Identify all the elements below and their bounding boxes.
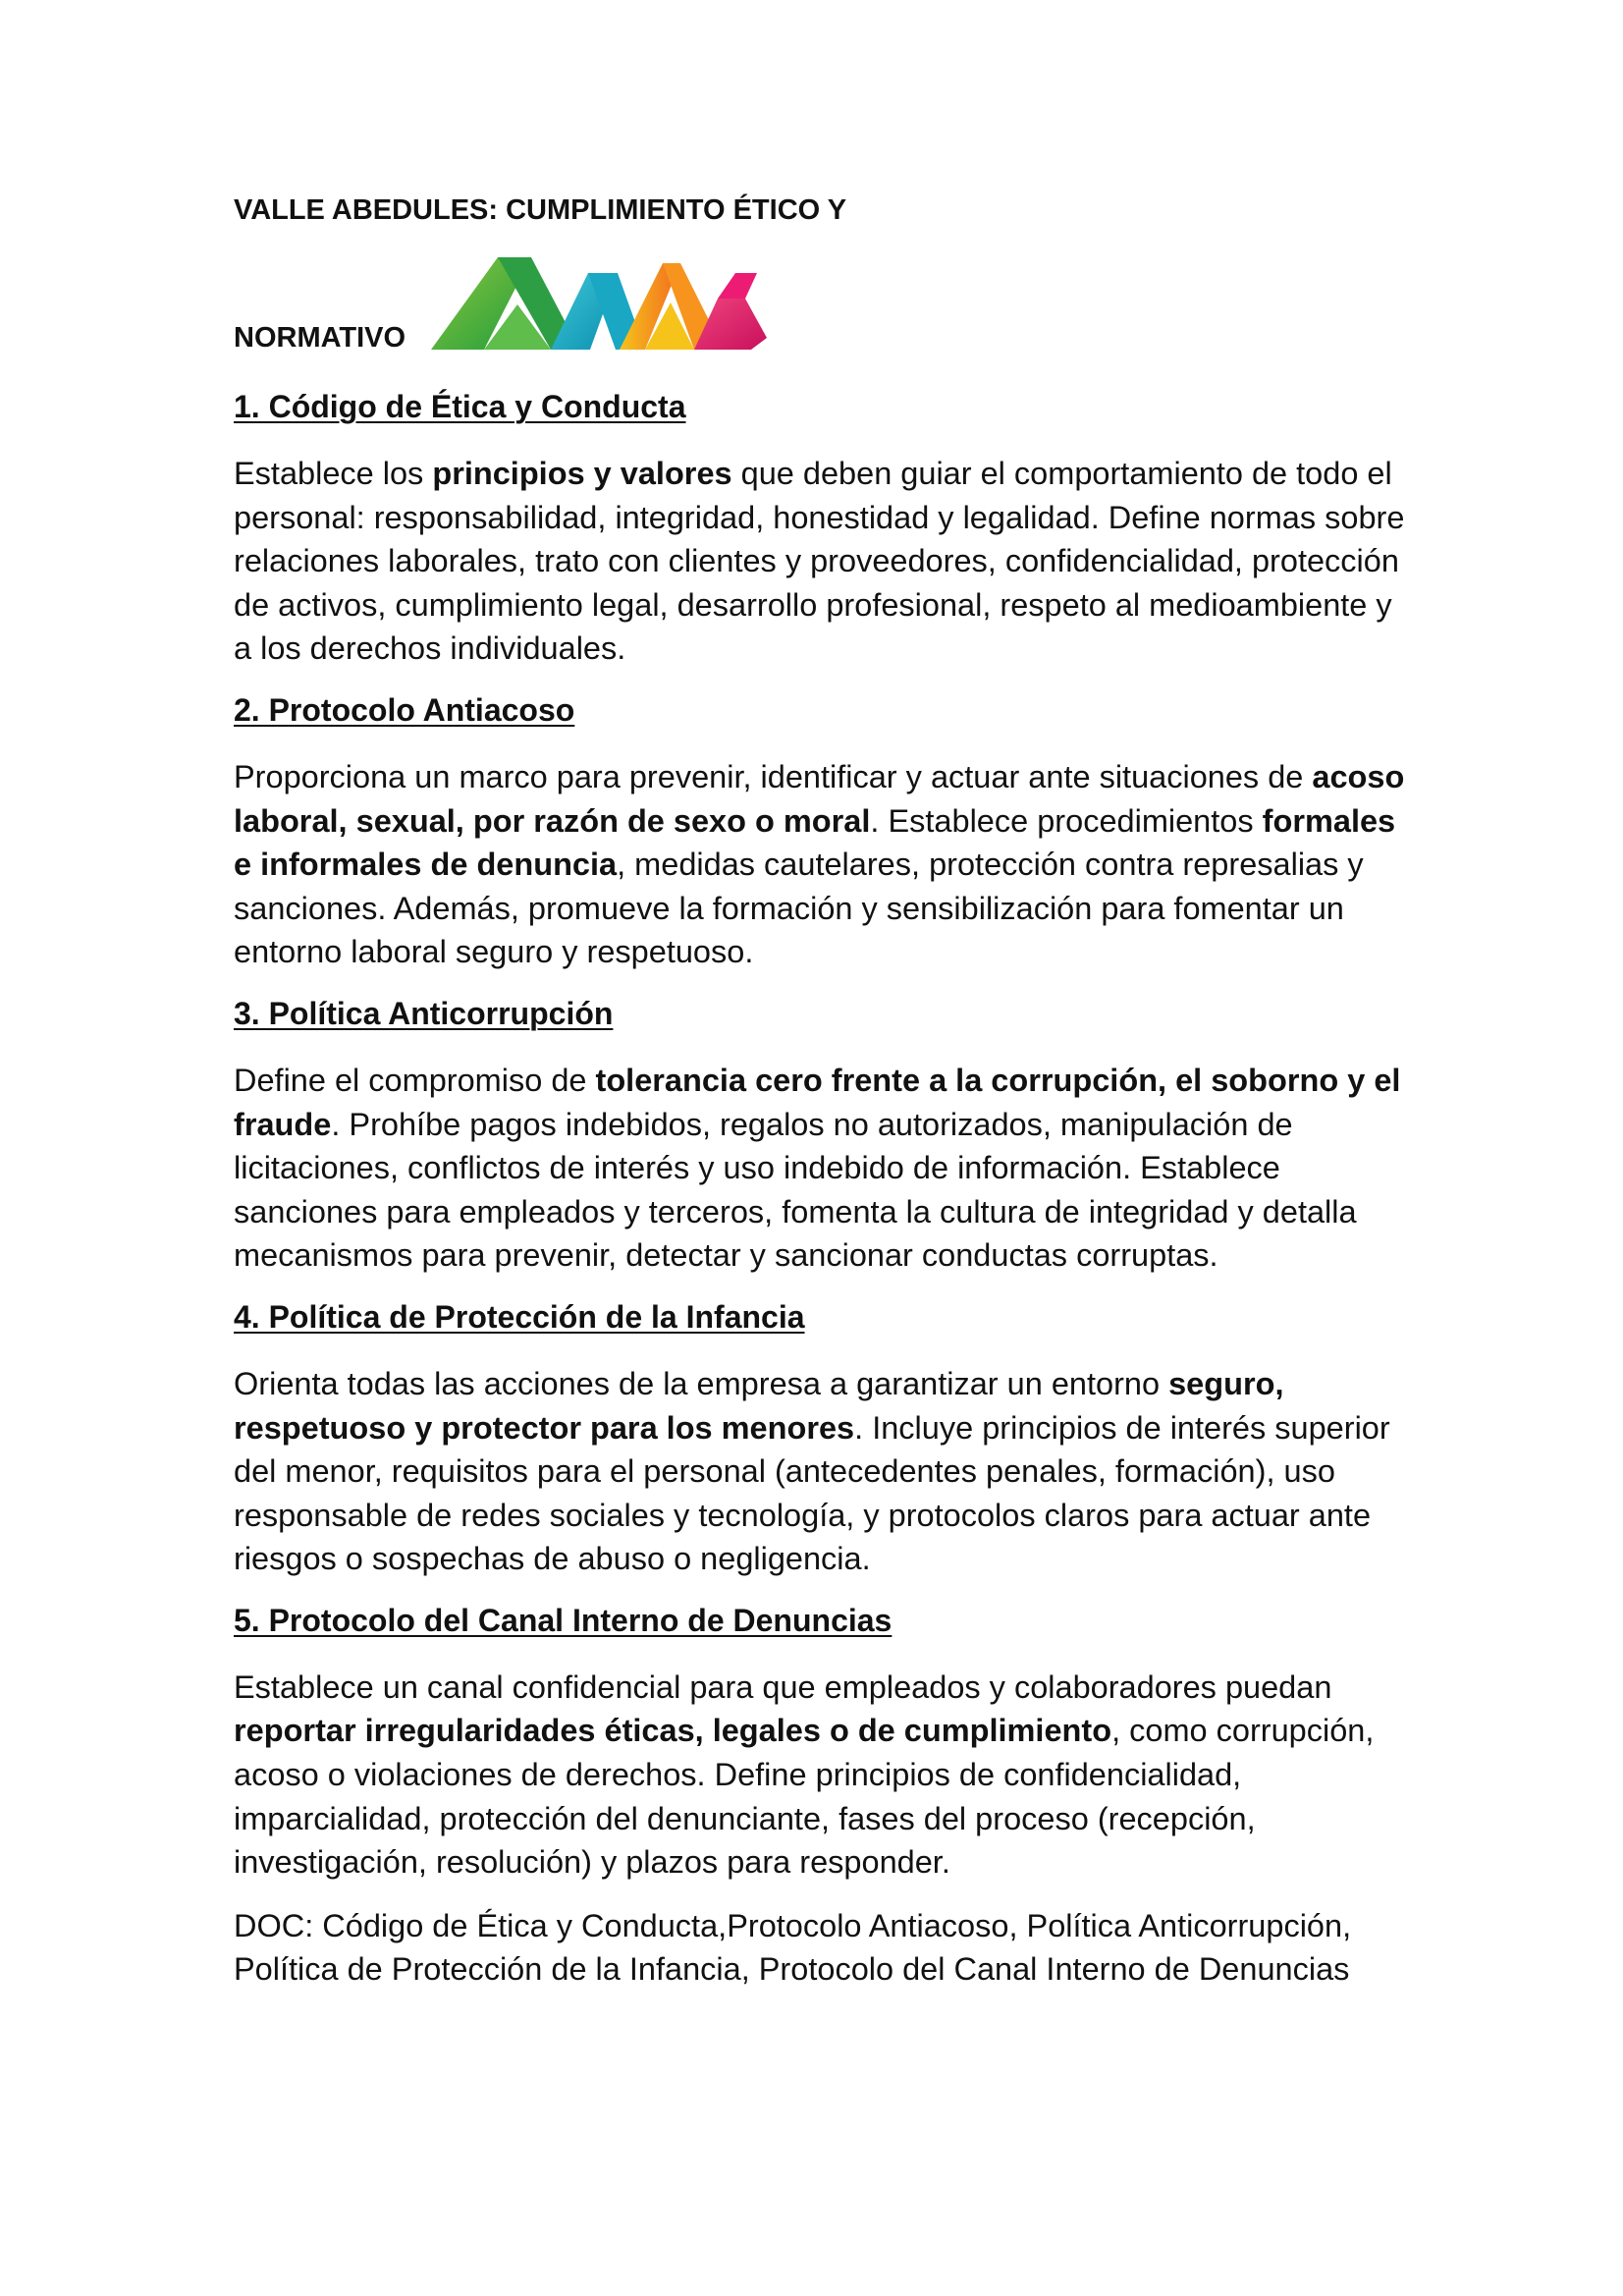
section-heading-canal-denuncias: 5. Protocolo del Canal Interno de Denuncias bbox=[234, 1602, 893, 1638]
document-footer: DOC: Código de Ética y Conducta,Protocolo Antiacoso, Política Anticorrupción, Política de Protección de la Infancia, Protocolo del Canal Interno de Denuncias bbox=[234, 1907, 1352, 1988]
section-heading-anticorrupcion: 3. Política Anticorrupción bbox=[234, 995, 614, 1031]
section-body-canal-denuncias: Establece un canal confidencial para que empleados y colaboradores puedan reportar irregularidades éticas, legales o de cumplimiento, como corrupción, acoso o violaciones de derechos. Define principios de confidencialidad, imparcialidad, protección del denunciante, fases del proceso (recepción, investigación, resolución) y plazos para responder. bbox=[234, 1668, 1375, 1881]
document-title-line2: NORMATIVO bbox=[234, 322, 406, 354]
section-body-anticorrupcion: Define el compromiso de tolerancia cero frente a la corrupción, el soborno y el fraude. Prohíbe pagos indebidos, regalos no autorizados, manipulación de licitaciones, conflictos de interés y uso indebido de información. Establece sanciones para empleados y terceros, fomenta la cultura de integridad y detalla mecanismos para prevenir, detectar y sancionar conductas corruptas. bbox=[234, 1062, 1401, 1274]
section-heading-antiacoso: 2. Protocolo Antiacoso bbox=[234, 691, 575, 728]
document-title-line1: VALLE ABEDULES: CUMPLIMIENTO ÉTICO Y bbox=[234, 194, 847, 226]
document-page bbox=[234, 192, 1412, 1992]
section-body-antiacoso: Proporciona un marco para prevenir, identificar y actuar ante situaciones de acoso laboral, sexual, por razón de sexo o moral. Establece procedimientos formales e informales de denuncia, medidas cautelares, protección contra represalias y sanciones. Además, promueve la formación y sensibilización para fomentar un entorno laboral seguro y respetuoso. bbox=[234, 758, 1405, 970]
section-body-proteccion-infancia: Orienta todas las acciones de la empresa a garantizar un entorno seguro, respetuoso y protector para los menores. Incluye principios de interés superior del menor, requisitos para el personal (antecedentes penales, formación), uso responsable de redes sociales y tecnología, y protocolos claros para actuar ante riesgos o sospechas de abuso o negligencia. bbox=[234, 1365, 1390, 1577]
section-heading-proteccion-infancia: 4. Política de Protección de la Infancia bbox=[234, 1298, 805, 1335]
company-logo-icon bbox=[423, 244, 786, 357]
section-heading-codigo-etica: 1. Código de Ética y Conducta bbox=[234, 389, 686, 424]
document-title-row bbox=[234, 240, 1412, 357]
section-body-codigo-etica: Establece los principios y valores que deben guiar el comportamiento de todo el personal: responsabilidad, integridad, honestidad y legalidad. Define normas sobre relaciones laborales, trato con clientes y proveedores, confidencialidad, protección de activos, cumplimiento legal, desarrollo profesional, respeto al medioambiente y a los derechos individuales. bbox=[234, 456, 1405, 667]
